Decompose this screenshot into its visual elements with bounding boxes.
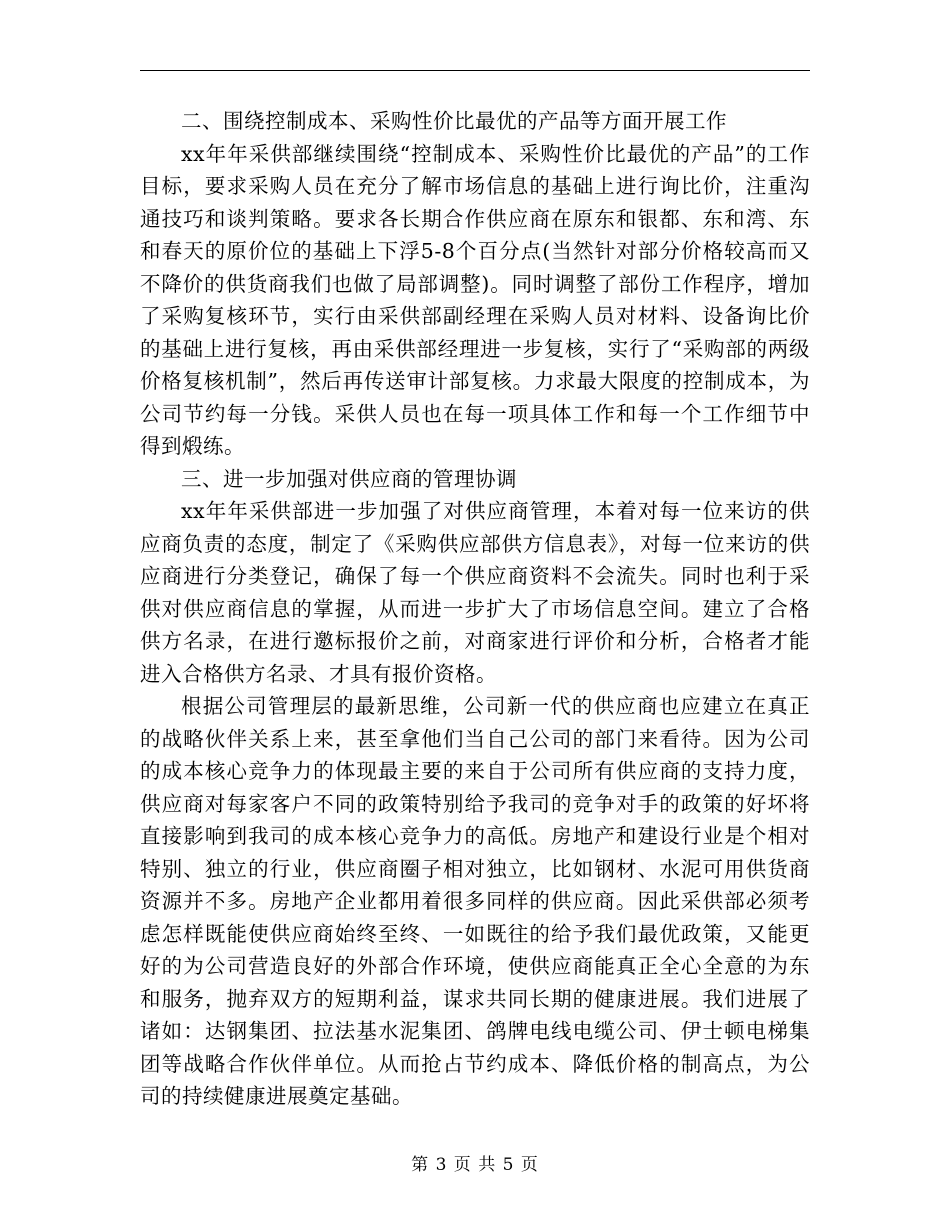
document-body bbox=[140, 105, 810, 1113]
paragraph-strategic-partners: 根据公司管理层的最新思维，公司新一代的供应商也应建立在真正的战略伙伴关系上来，甚至拿他们当自己公司的部门来看待。因为公司的成本核心竞争力的体现最主要的来自于公司所有供应商的支持力度，供应商对每家客户不同的政策特别给予我司的竞争对手的政策的好坏将直接影响到我司的成本核心竞争力的高低。房地产和建设行业是个相对特别、独立的行业，供应商圈子相对独立，比如钢材、水泥可用供货商资源并不多。房地产企业都用着很多同样的供应商。因此采供部必须考虑怎样既能使供应商始终至终、一如既往的给予我们最优政策，又能更好的为公司营造良好的外部合作环境，使供应商能真正全心全意的为东和服务，抛弃双方的短期利益，谋求共同长期的健康进展。我们进展了诸如：达钢集团、拉法基水泥集团、鸽牌电线电缆公司、伊士顿电梯集团等战略合作伙伴单位。从而抢占节约成本、降低价格的制高点，为公司的持续健康进展奠定基础。 bbox=[140, 694, 810, 1108]
section-heading-2: 二、围绕控制成本、采购性价比最优的产品等方面开展工作 bbox=[181, 109, 727, 133]
section-heading-3: 三、进一步加强对供应商的管理协调 bbox=[181, 466, 517, 491]
header-rule bbox=[140, 70, 810, 71]
page-number-footer: 第 3 页 共 5 页 bbox=[411, 1155, 539, 1175]
paragraph-cost-control: xx年年采供部继续围绕“控制成本、采购性价比最优的产品”的工作目标，要求采购人员在充分了解市场信息的基础上进行询比价，注重沟通技巧和谈判策略。要求各长期合作供应商在原东和银都、东和湾、东和春天的原价位的基础上下浮5-8个百分点(当然针对部分价格较高而又不降价的供货商我们也做了局部调整)。同时调整了部份工作程序，增加了采购复核环节，实行由采供部副经理在采购人员对材料、设备询比价的基础上进行复核，再由采供部经理进一步复核，实行了“采购部的两级价格复核机制”，然后再传送审计部复核。力求最大限度的控制成本，为公司节约每一分钱。采供人员也在每一项具体工作和每一个工作细节中得到煅练。 bbox=[140, 141, 810, 458]
paragraph-supplier-management: xx年年采供部进一步加强了对供应商管理，本着对每一位来访的供应商负责的态度，制定了《采购供应部供方信息表》，对每一位来访的供应商进行分类登记，确保了每一个供应商资料不会流失。同时也利于采供对供应商信息的掌握，从而进一步扩大了市场信息空间。建立了合格供方名录，在进行邀标报价之前，对商家进行评价和分析，合格者才能进入合格供方名录、才具有报价资格。 bbox=[140, 499, 810, 686]
